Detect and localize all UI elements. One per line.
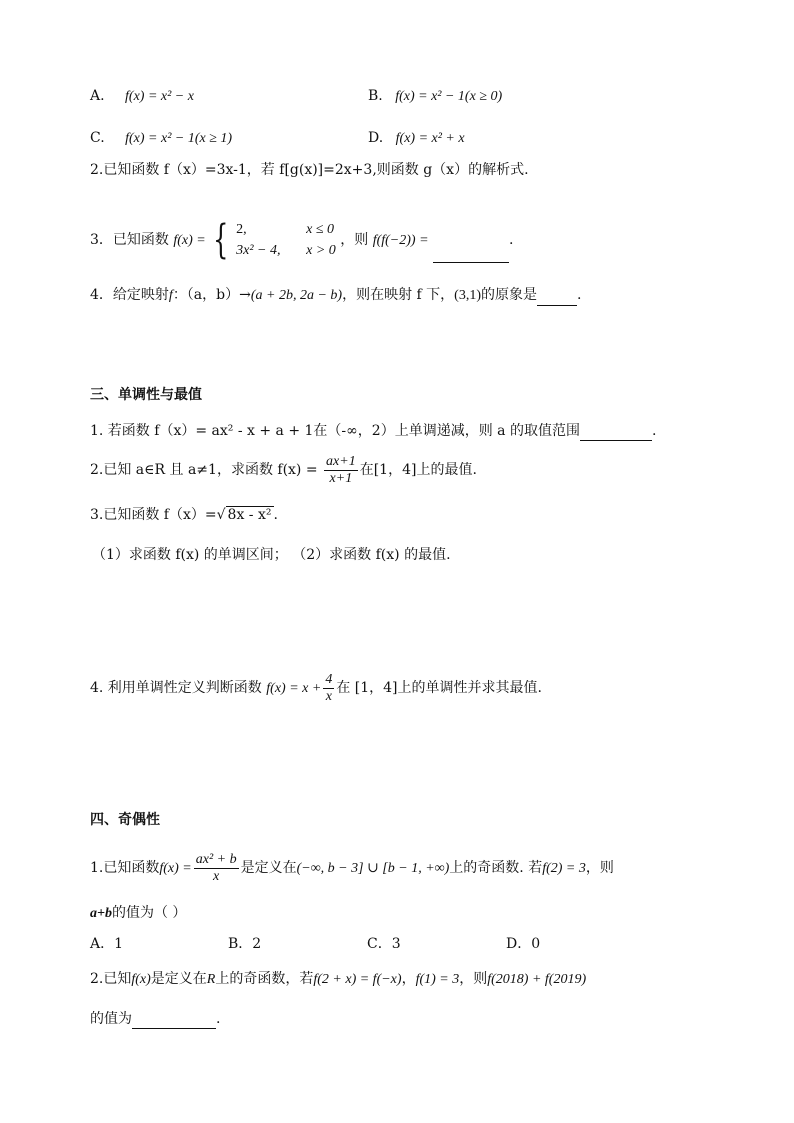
answer-blank[interactable] (433, 244, 509, 263)
q2-4-suffix: 的原象是 (481, 287, 537, 303)
section-3-question-4 (90, 668, 542, 709)
sqrt-icon: √ (216, 507, 226, 523)
s4-q2-pre: 2.已知 (90, 971, 132, 987)
option-c-letter: C. (90, 130, 105, 146)
s3-q1-end: . (651, 423, 657, 439)
s3-q2-post: 在[1，4]上的最值. (359, 462, 477, 478)
option-d-letter: D. (368, 130, 384, 146)
piecewise-cases (236, 219, 336, 261)
option-d-expr: f(x) = x² + x (395, 131, 465, 146)
s4-q1-fraction (194, 852, 239, 885)
s3-q4-post: 在 [1，4]上的单调性并求其最值. (336, 680, 542, 696)
s3-q4-pre: 4. 利用单调性定义判断函数 (90, 680, 262, 696)
section-4-question-2 (90, 969, 586, 990)
fraction-denominator: x (325, 688, 332, 704)
option-c (90, 128, 232, 149)
s3-q2-fraction (324, 454, 358, 487)
section-3-question-3-sub: （1）求函数 f(x) 的单调区间； （2）求函数 f(x) 的最值. (92, 547, 451, 563)
q2-4-f: f (168, 288, 173, 303)
s4-q1-option-a: A．1 (90, 936, 124, 952)
s4-q1-mid: 是定义在 (240, 860, 297, 876)
s3-q2-pre: 2.已知 a∈R 且 a≠1，求函数 f(x) = (90, 462, 318, 478)
s4-q2-sum: f(2018) + f(2019) (487, 972, 587, 987)
section-4-question-2-line2 (90, 1009, 220, 1029)
q2-3-end: . (508, 232, 514, 248)
q2-4-prefix: 4．给定映射 (90, 287, 169, 303)
left-brace-icon: { (213, 217, 229, 263)
fraction-numerator: ax² + b (195, 851, 237, 867)
s4-q1-cond: f(2) = 3 (542, 861, 586, 876)
section-4-question-1-line2 (90, 903, 186, 924)
case2-value: 3x² − 4, (236, 243, 281, 258)
option-b-letter: B. (368, 88, 383, 104)
question-2-4 (90, 285, 581, 306)
fraction-denominator: x (213, 868, 220, 884)
option-d (368, 128, 465, 149)
s3-q3-post: . (273, 507, 278, 523)
q2-4-mid: ，则在映射 f 下， (342, 287, 455, 303)
section-4-question-1 (90, 848, 614, 889)
question-2-2: 2.已知函数 f（x）=3x-1，若 f[g(x)]=2x+3,则函数 g（x）的解析式. (90, 162, 529, 178)
s4-q1-line2: 的值为（ ） (111, 905, 187, 921)
s4-q2-mid1: 是定义在 (150, 971, 207, 987)
q2-4-target: (a + 2b, 2a − b) (250, 288, 343, 303)
s4-q1-option-b: B．2 (228, 936, 262, 952)
s3-q4-fx: f(x) = x + (266, 681, 322, 696)
s4-q1-ab: a+b (90, 906, 112, 921)
s3-q1-text: 1. 若函数 f（x）= ax² - x + a + 1在（-∞，2）上单调递减，则 a 的取值范围 (90, 423, 580, 439)
s4-q1-option-c: C．3 (367, 936, 401, 952)
q2-4-point: (3,1) (454, 288, 481, 303)
s4-q2-comma: ， (401, 971, 416, 987)
s4-q1-then: ，则 (585, 860, 614, 876)
section-3-question-1 (90, 421, 656, 441)
s4-q2-then: ，则 (459, 971, 488, 987)
option-a (90, 86, 194, 107)
fraction-numerator: 4 (325, 671, 333, 687)
q2-4-colon: ：（a，b）→ (172, 287, 251, 303)
option-b-expr: f(x) = x² − 1(x ≥ 0) (395, 89, 503, 104)
section-4-title: 四、奇偶性 (90, 812, 160, 828)
option-a-expr: f(x) = x² − x (125, 89, 194, 104)
s4-q2-line2: 的值为 (90, 1011, 132, 1027)
section-3-question-3 (90, 505, 278, 525)
s4-q2-eq: f(2 + x) = f(−x) (313, 972, 402, 987)
option-c-expr: f(x) = x² − 1(x ≥ 1) (125, 131, 233, 146)
s4-q2-fx: f(x) (131, 972, 151, 987)
q2-3-ffx: f(f(−2)) = (372, 233, 429, 248)
s4-q2-mid2: 上的奇函数，若 (215, 971, 314, 987)
s4-q1-option-d: D．0 (506, 936, 541, 952)
answer-blank[interactable] (537, 289, 577, 306)
fraction-denominator: x+1 (329, 470, 353, 486)
question-2-3 (90, 218, 513, 263)
s3-q3-radicand: 8x - x² (227, 507, 272, 523)
answer-blank[interactable] (132, 1012, 216, 1029)
case1-condition: x ≤ 0 (306, 222, 335, 237)
q2-4-end: . (577, 287, 582, 303)
answer-blank[interactable] (580, 424, 652, 441)
section-3-question-2 (90, 452, 477, 488)
q2-3-mid: ，则 (340, 232, 369, 248)
s3-q3-pre: 3.已知函数 f（x）= (90, 507, 217, 523)
q2-3-fx: f(x) = (173, 233, 206, 248)
option-a-letter: A. (90, 88, 105, 104)
s4-q1-post: 上的奇函数. 若 (449, 860, 543, 876)
q2-3-prefix: 3．已知函数 (90, 232, 169, 248)
s4-q1-pre: 1.已知函数 (90, 860, 160, 876)
s4-q2-end: . (216, 1011, 221, 1027)
s4-q1-fx: f(x) = (159, 861, 192, 876)
option-b (368, 86, 502, 107)
fraction-numerator: ax+1 (326, 453, 356, 469)
s4-q2-R: R (206, 972, 216, 987)
s4-q2-f1: f(1) = 3 (415, 972, 460, 987)
case1-value: 2, (236, 222, 247, 237)
case2-condition: x > 0 (306, 243, 336, 258)
s4-q1-domain: (−∞, b − 3] ∪ [b − 1, +∞) (296, 861, 450, 876)
section-3-title: 三、单调性与最值 (90, 387, 202, 403)
s3-q4-fraction (323, 672, 334, 705)
